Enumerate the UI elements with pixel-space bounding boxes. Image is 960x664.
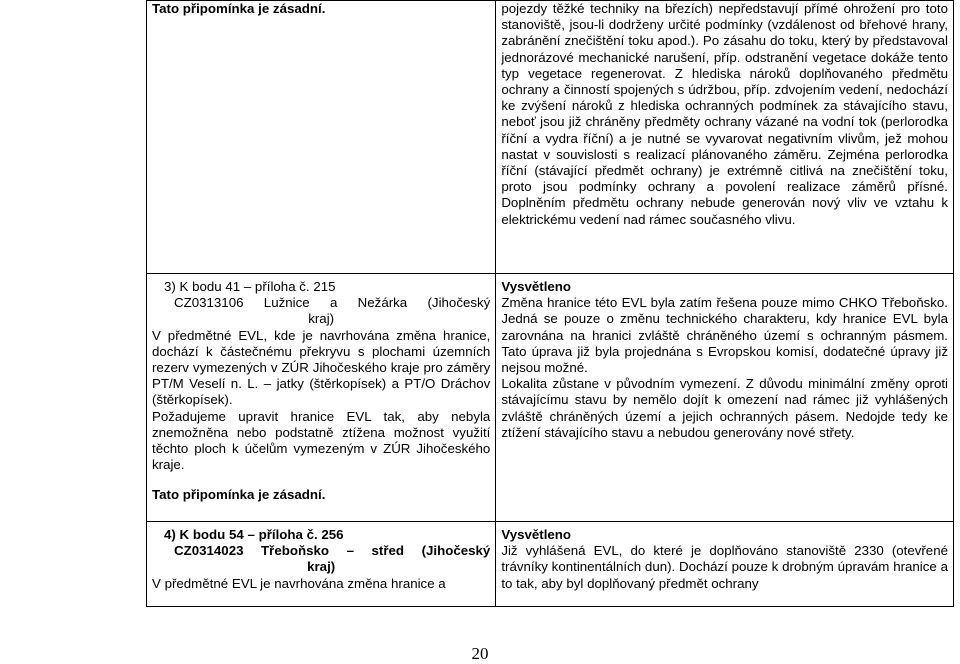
table-row (147, 1, 954, 274)
settlement-label: Vysvětleno (501, 279, 572, 294)
comment-cell (147, 274, 496, 522)
heading-site: CZ0313106 Lužnice a Nežárka (Jihočeský (174, 295, 491, 311)
heading-region: kraj) (308, 311, 335, 327)
comment-text: V předmětné EVL je navrhována změna hranice a (152, 575, 446, 591)
settlement-label: Vysvětleno (501, 527, 572, 542)
settlement-text: pojezdy těžké techniky na březích) nepředstavují přímé ohrožení pro toto stanoviště, jsou-li dodrženy určité podmínky (vzdálenost od břehové hrany, zabránění znečištění toku apod.). Po zásahu do toku, který by představoval jednorázové mechanické narušení, příp. odstranění vegetace dokáže tento typ vegetace regenerovat. Z hlediska nároků doplňovaného předmětu ochrany a činností spojených s údržbou, příp. zdvojením vedení, nedochází ke zvýšení nároků z hlediska ochranných podmínek za stávajícího stavu, neboť jsou již chráněny předměty ochrany vázané na vodní tok (perlorodka říční a vydra říční) a je nutné se vyvarovat negativním vlivům, jež mohou nastat v souvislosti s realizací plánovaného záměru. Zejména perlorodka říční (stávající předmět ochrany) je extrémně citlivá na znečištění toku, proto jsou podmínky ochrany a povolení realizace záměrů přísné. Doplněním předmětu ochrany nebude generován nový vliv ve vztahu k elektrickému vedení nad rámec současného vlivu. (501, 1, 948, 227)
heading-site: CZ0314023 Třeboňsko – střed (Jihočeský (174, 543, 491, 559)
table-row (147, 274, 954, 522)
comment-request: Požadujeme upravit hranice EVL tak, aby nebyla znemožněna nebo podstatně ztížena možnost využití těchto ploch k účelům vymezeným v ZÚR Jihočeského kraje. (152, 408, 491, 473)
comment-text: V předmětné EVL, kde je navrhována změna hranice, dochází k částečnému překryvu s plochami územních rezerv vymezených v ZÚR Jihočeského kraje pro záměry PT/M Veselí n. L. – jatky (štěrkopísek) a PT/O Dráchov (štěrkopísek). (152, 327, 491, 408)
settlement-text: Již vyhlášená EVL, do které je doplňováno stanoviště 2330 (otevřené trávníky kontinentálních dun). Dochází pouze k drobným úpravám hranice a to tak, aby byl doplňovaný předmět ochrany (501, 543, 948, 591)
settlement-text: Lokalita zůstane v původním vymezení. Z důvodu minimální změny oproti stávajícímu stavu by nemělo dojít k omezení nad rámec již vyhlášených zvláště chráněných území a jejich ochranných pásem. Nedojde tedy ke ztížení stávajícího stavu a nebudou generovány nové střety. (501, 376, 948, 440)
heading-point: 3) K bodu 41 – příloha č. 215 (164, 279, 336, 294)
closing-statement: Tato připomínka je zásadní. (152, 487, 326, 503)
closing-statement: Tato připomínka je zásadní. (152, 1, 326, 16)
comment-cell (147, 522, 496, 607)
settlement-cell (496, 522, 954, 607)
settlement-cell (496, 274, 954, 522)
settlement-cell (496, 1, 954, 274)
settlement-text: Změna hranice této EVL byla zatím řešena pouze mimo CHKO Třeboňsko. Jedná se pouze o změnu technického charakteru, kdy hranice EVL byla zarovnána na hranici zvláště chráněného území s ochranným pásmem. Tato úprava již byla projednána s Evropskou komisí, dodatečné úpravy již nejsou možné. (501, 295, 948, 376)
comment-cell (147, 1, 496, 274)
comment-heading (152, 279, 490, 328)
page-number: 20 (471, 644, 489, 663)
heading-region: kraj) (307, 559, 336, 575)
table-row (147, 522, 954, 607)
comments-table (146, 0, 954, 607)
heading-point: 4) K bodu 54 – příloha č. 256 (164, 527, 344, 542)
comment-heading (152, 527, 490, 576)
